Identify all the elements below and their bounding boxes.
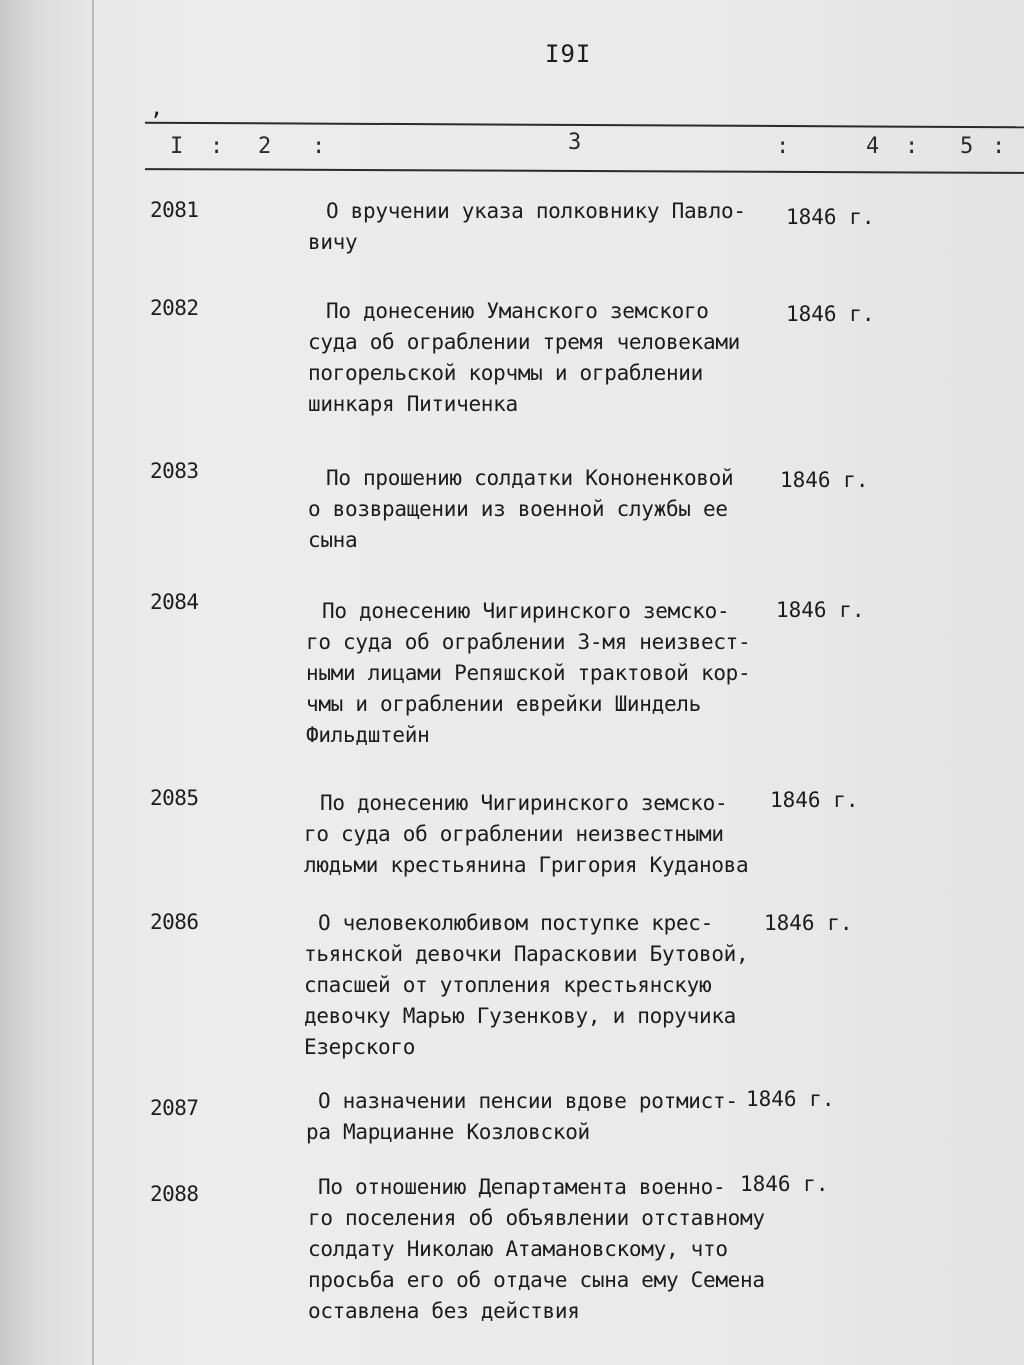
entry-description (304, 788, 820, 881)
entry-description (306, 1086, 818, 1148)
header-rule-bottom (145, 168, 1024, 174)
entry-number: 2081 (150, 198, 199, 222)
header-col-1: I (170, 134, 184, 159)
entry-number: 2088 (150, 1182, 199, 1206)
entry-year: 1846 г. (780, 468, 869, 492)
entry-line: вичу (308, 230, 358, 254)
entry-line: го суда об ограблении неизвестными (304, 822, 724, 846)
entry-number: 2086 (150, 910, 199, 934)
entry-year: 1846 г. (786, 302, 875, 326)
header-col-4: 4 (866, 134, 880, 159)
entry-year: 1846 г. (776, 598, 865, 622)
entry-line: спасшей от утопления крестьянскую (304, 973, 712, 997)
entry-line: солдату Николаю Атамановскому, что (308, 1237, 728, 1261)
header-col-2: 2 (258, 134, 272, 159)
entry-line: девочку Марью Гузенкову, и поручика (304, 1004, 737, 1028)
page-edge-shadow (92, 0, 94, 1365)
page-number: I9I (545, 40, 592, 68)
entry-number: 2085 (150, 786, 199, 810)
entry-year: 1846 г. (746, 1087, 835, 1111)
entry-year: 1846 г. (740, 1172, 829, 1196)
header-separator-5: : (992, 134, 1006, 159)
entry-description (306, 596, 822, 751)
entry-line: О назначении пенсии вдове ротмист- (318, 1089, 738, 1113)
entry-description (304, 908, 818, 1063)
entry-line: ными лицами Репяшской трактовой кор- (306, 661, 751, 685)
header-separator-4: : (905, 134, 919, 159)
entry-description (308, 296, 826, 420)
entry-year: 1846 г. (786, 205, 875, 229)
entry-line: По прошению солдатки Кононенковой (326, 466, 734, 490)
entry-line: По отношению Департамента военно- (318, 1175, 726, 1199)
entry-line: тьянской девочки Парасковии Бутовой, (304, 942, 749, 966)
stray-mark: , (150, 96, 164, 121)
entry-line: По донесению Чигиринского земско- (320, 791, 728, 815)
entry-year: 1846 г. (770, 788, 859, 812)
entry-line: По донесению Уманского земского (326, 299, 709, 323)
entry-line: Езерского (304, 1035, 416, 1059)
entry-number: 2083 (150, 459, 199, 483)
entry-number: 2084 (150, 590, 199, 614)
entry-line: Фильдштейн (306, 723, 430, 747)
header-separator-3: : (776, 134, 790, 159)
entry-line: шинкаря Питиченка (308, 392, 518, 416)
header-col-3: 3 (568, 130, 582, 155)
entry-line: го суда об ограблении 3-мя неизвест- (306, 630, 751, 654)
entry-line: о возвращении из военной службы ее (308, 497, 728, 521)
entry-line: людьми крестьянина Григория Куданова (304, 853, 749, 877)
entry-line: ра Марцианне Козловской (306, 1120, 590, 1144)
entry-line: чмы и ограблении еврейки Шиндель (306, 692, 701, 716)
header-rule-top (145, 122, 1024, 129)
entry-description (308, 463, 826, 556)
entry-line: О человеколюбивом поступке крес- (318, 911, 713, 935)
entry-number: 2087 (150, 1096, 199, 1120)
entry-line: сына (308, 528, 358, 552)
entry-year: 1846 г. (764, 911, 853, 935)
header-col-5: 5 (960, 134, 974, 159)
header-separator-2: : (312, 134, 326, 159)
entry-number: 2082 (150, 296, 199, 320)
entry-line: суда об ограблении тремя человеками (308, 330, 741, 354)
entry-line: го поселения об объявлении отставному (308, 1206, 765, 1230)
entry-line: оставлена без действия (308, 1299, 580, 1323)
entry-line: погорельской корчмы и ограблении (308, 361, 703, 385)
header-separator-1: : (210, 134, 224, 159)
entry-description (308, 196, 826, 258)
entry-line: просьба его об отдаче сына ему Семена (308, 1268, 765, 1292)
entry-line: О вручении указа полковнику Павло- (326, 199, 746, 223)
entry-line: По донесению Чигиринского земско- (322, 599, 730, 623)
